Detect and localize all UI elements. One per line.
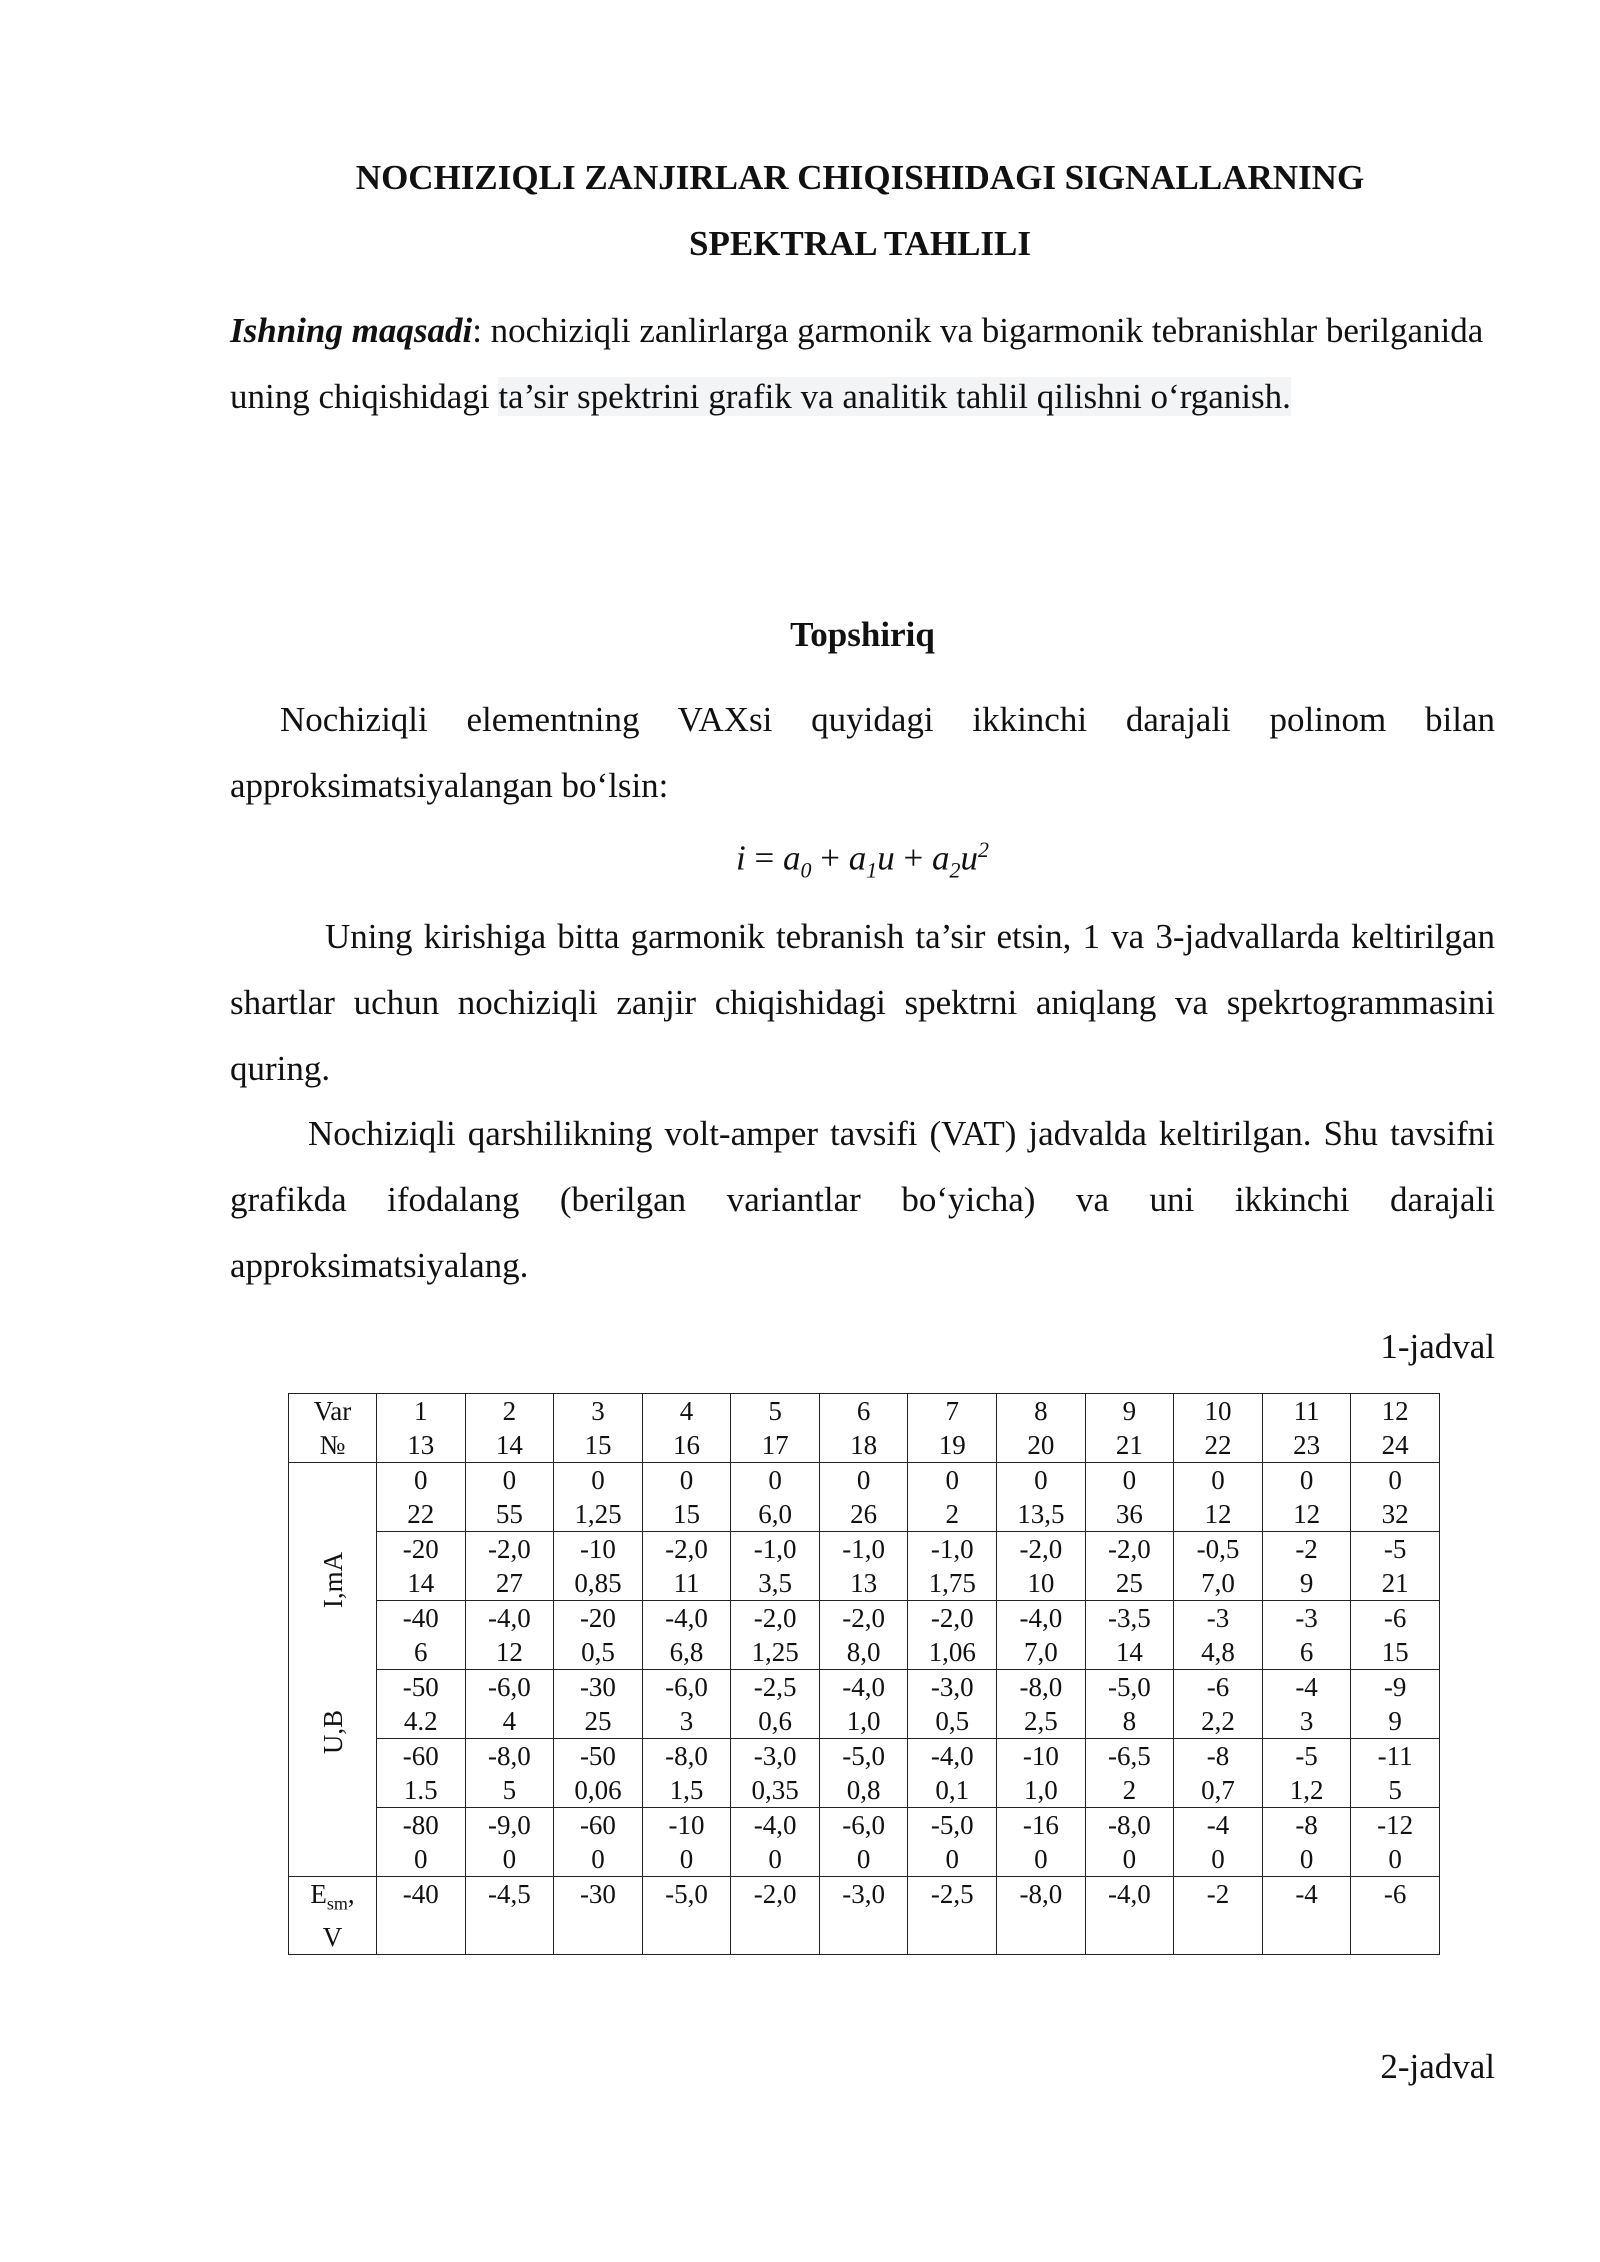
table-cell-line: 7 [945, 1396, 959, 1426]
variant-header-cell [997, 1394, 1086, 1463]
table-cell [731, 1808, 820, 1877]
table-cell [1085, 1601, 1174, 1670]
table-cell-line: 0,5 [581, 1637, 615, 1667]
table-cell-line: -4,0 [487, 1603, 531, 1633]
table-cell-line: 7,0 [1023, 1637, 1058, 1667]
table-cell-line: 0,85 [574, 1568, 622, 1598]
table-cell [908, 1463, 997, 1532]
esm-cell: -2,5 [908, 1877, 997, 1955]
table-cell-line: № [319, 1430, 346, 1460]
table-cell-line: 0 [1122, 1465, 1137, 1495]
variant-header-cell [377, 1394, 466, 1463]
table-cell-line: -5 [1295, 1741, 1318, 1771]
table-cell [554, 1670, 643, 1739]
table-cell-line: 13 [850, 1568, 878, 1598]
table-row [289, 1808, 1440, 1877]
variant-header-cell [1262, 1394, 1351, 1463]
purpose-paragraph [230, 298, 1495, 430]
table-cell-line: -4,0 [753, 1810, 797, 1840]
table-cell-line: -5,0 [842, 1741, 886, 1771]
table-cell-line: 0 [945, 1465, 959, 1495]
table-cell-line: -30 [579, 1672, 616, 1702]
table-row [289, 1739, 1440, 1808]
voltage-axis-label: U,B [317, 1709, 348, 1755]
table-cell [908, 1601, 997, 1670]
table-cell-line: 2 [502, 1396, 517, 1426]
paragraph-vat: Nochiziqli qarshilikning volt-amper tavsifi (VAT) jadvalda keltirilgan. Shu tavsifni grafikda ifodalang (berilgan variantlar bo‘yicha) va uni ikkinchi darajali approksimatsiyalang. [230, 1114, 1495, 1285]
table-cell [1085, 1670, 1174, 1739]
table-cell-line: 11 [1293, 1396, 1320, 1426]
table-cell-line: 9 [1122, 1396, 1137, 1426]
table-cell-line: -4,0 [1019, 1603, 1063, 1633]
table-cell-line: -50 [579, 1741, 616, 1771]
table-cell-line: 0 [1211, 1465, 1225, 1495]
table-cell-line: 15 [1381, 1637, 1409, 1667]
table-cell-line: 0 [1034, 1465, 1048, 1495]
variant-header-cell [819, 1394, 908, 1463]
table-cell [465, 1670, 554, 1739]
table-cell [465, 1463, 554, 1532]
table-cell-line: 20 [1027, 1430, 1055, 1460]
table-cell [731, 1601, 820, 1670]
table-cell-line: -6 [1206, 1672, 1230, 1702]
table-cell-line: 19 [938, 1430, 966, 1460]
table-cell-line: -4 [1206, 1810, 1230, 1840]
table-cell-line: 21 [1115, 1430, 1143, 1460]
table-cell-line: 55 [495, 1499, 523, 1529]
variant-header-cell [1085, 1394, 1174, 1463]
table-cell-line: -11 [1377, 1741, 1413, 1771]
table-cell-line: 14 [1115, 1637, 1143, 1667]
table-cell-line: -3,5 [1108, 1603, 1151, 1633]
table-cell [731, 1670, 820, 1739]
table-cell-line: 1,25 [574, 1499, 622, 1529]
table-cell [1351, 1739, 1440, 1808]
table-cell [465, 1808, 554, 1877]
table-cell-line: -6,0 [487, 1672, 531, 1702]
table-cell-line: 0 [679, 1844, 694, 1874]
table-cell-line: 13 [407, 1430, 435, 1460]
table-cell-line: 0,7 [1201, 1775, 1235, 1805]
table-cell-line: 22 [1204, 1430, 1232, 1460]
table-cell-line: 7,0 [1201, 1568, 1235, 1598]
table-cell-line: -2,0 [1019, 1534, 1063, 1564]
table-cell-line: 24 [1381, 1430, 1409, 1460]
table-cell-line: 0 [768, 1844, 782, 1874]
table-row [289, 1463, 1440, 1532]
table-cell-line: -3,0 [753, 1741, 797, 1771]
table-cell-line: -60 [579, 1810, 616, 1840]
table-cell-line: -9,0 [487, 1810, 531, 1840]
table-cell-line: 23 [1293, 1430, 1321, 1460]
table-cell-line: 6,0 [758, 1499, 792, 1529]
table-cell-line: 1,25 [751, 1637, 799, 1667]
table-cell-line: -4,0 [930, 1741, 974, 1771]
esm-cell: -40 [377, 1877, 466, 1955]
table-cell-line: -2,0 [665, 1534, 708, 1564]
variant-header-cell [642, 1394, 731, 1463]
table-cell-line: 6 [856, 1396, 871, 1426]
table-cell-line: 0 [591, 1465, 605, 1495]
esm-cell: -4,5 [465, 1877, 554, 1955]
table-cell [908, 1739, 997, 1808]
table-cell [1174, 1739, 1263, 1808]
table-cell-line: -1,0 [930, 1534, 974, 1564]
polynomial-formula: $i = a_0 + a_1u + a_2u^2$ [736, 837, 989, 883]
table-cell-line: -8,0 [665, 1741, 708, 1771]
table-cell-line: -2,0 [487, 1534, 531, 1564]
table-cell-line: 8 [1122, 1706, 1137, 1736]
table-cell [997, 1532, 1086, 1601]
table-cell [819, 1463, 908, 1532]
table-cell [1085, 1463, 1174, 1532]
table-cell [1262, 1532, 1351, 1601]
paragraph-vax: Nochiziqli elementning VAXsi quyidagi ikkinchi darajali polinom bilan approksimatsiyalangan bo‘lsin: [230, 700, 1495, 805]
table-cell-line: 12 [495, 1637, 523, 1667]
table-cell-line: 4 [502, 1706, 517, 1736]
table-row [289, 1532, 1440, 1601]
table-cell-line: 1,0 [1023, 1775, 1058, 1805]
vat-table [288, 1393, 1440, 1955]
side-label-cell [289, 1463, 377, 1877]
table-cell-line: 22 [407, 1499, 435, 1529]
table-cell-line: 9 [1388, 1706, 1402, 1736]
esm-cell: -30 [554, 1877, 643, 1955]
table-cell-line: 0 [1299, 1844, 1314, 1874]
table-cell-line: 0 [1034, 1844, 1048, 1874]
table-cell [1262, 1463, 1351, 1532]
table-cell-line: 0,35 [751, 1775, 799, 1805]
table-cell-line: 0 [1388, 1844, 1402, 1874]
table-cell [1262, 1808, 1351, 1877]
table-cell-line: -4,0 [665, 1603, 708, 1633]
table-cell-line: -12 [1377, 1810, 1414, 1840]
table-cell-line: 0 [414, 1844, 428, 1874]
document-title [230, 145, 1490, 277]
purpose-text-a: : nochiziqli zanlirlarga garmonik va bigarmonik tebranishlar berilganida uning chiqishidagi [230, 311, 1484, 416]
table-cell [997, 1670, 1086, 1739]
table-cell-line: 10 [1204, 1396, 1232, 1426]
table-cell-line: 1,75 [928, 1568, 976, 1598]
table-cell-line: 25 [1115, 1568, 1143, 1598]
table-cell-line: 13,5 [1017, 1499, 1065, 1529]
table-cell [377, 1532, 466, 1601]
table-cell-line: -2,0 [842, 1603, 886, 1633]
variant-header-cell [465, 1394, 554, 1463]
esm-cell: -2,0 [731, 1877, 820, 1955]
task-heading: Topshiriq [790, 615, 935, 654]
table-cell-line: 0 [1299, 1465, 1314, 1495]
purpose-label: Ishning maqsadi [230, 311, 473, 350]
table-cell [554, 1739, 643, 1808]
table-cell [1351, 1463, 1440, 1532]
table-cell-line: -80 [402, 1810, 439, 1840]
table-cell-line: -8,0 [1108, 1810, 1151, 1840]
table-cell [1351, 1670, 1440, 1739]
table-cell-line: 36 [1115, 1499, 1143, 1529]
table-cell [554, 1808, 643, 1877]
variant-header-cell [731, 1394, 820, 1463]
table-cell-line: 9 [1299, 1568, 1314, 1598]
table-cell-line: 0 [1388, 1465, 1402, 1495]
table-cell-line: 1,2 [1289, 1775, 1324, 1805]
table-cell-line: -1,0 [753, 1534, 797, 1564]
table-cell-line: 16 [673, 1430, 701, 1460]
table-cell [819, 1808, 908, 1877]
table-cell-line: 5 [768, 1396, 782, 1426]
table-cell [819, 1532, 908, 1601]
esm-cell: -6 [1351, 1877, 1440, 1955]
table-cell-line: -4 [1295, 1672, 1318, 1702]
table-cell [377, 1670, 466, 1739]
table-cell-line: -6,0 [665, 1672, 708, 1702]
table-cell-line: 0 [502, 1844, 517, 1874]
table-cell [1351, 1601, 1440, 1670]
table-cell-line: -5 [1383, 1534, 1407, 1564]
table-cell-line: -5,0 [1108, 1672, 1151, 1702]
table-cell-line: -4,0 [842, 1672, 886, 1702]
table-cell-line: 0 [856, 1844, 871, 1874]
table-cell [377, 1601, 466, 1670]
table-cell [1174, 1532, 1263, 1601]
table-cell [997, 1808, 1086, 1877]
table-cell-line: 6 [414, 1637, 428, 1667]
table-cell-line: -6,0 [842, 1810, 886, 1840]
table-cell-line: -6 [1383, 1603, 1407, 1633]
table-cell-line: 0 [1211, 1844, 1225, 1874]
table-cell-line: 26 [850, 1499, 878, 1529]
table-cell-line: -20 [579, 1603, 616, 1633]
table-cell-line: 0 [768, 1465, 782, 1495]
table-cell [997, 1463, 1086, 1532]
table-cell-line: -2,5 [753, 1672, 797, 1702]
table-cell-line: 0 [502, 1465, 517, 1495]
current-axis-label: I,mA [317, 1551, 348, 1609]
variant-header-cell [1351, 1394, 1440, 1463]
table-cell-line: -8 [1295, 1810, 1318, 1840]
table-cell-line: 6 [1299, 1637, 1314, 1667]
var-label-cell [289, 1394, 377, 1463]
table-cell-line: -8,0 [487, 1741, 531, 1771]
table-cell-line: -50 [402, 1672, 439, 1702]
esm-cell: -3,0 [819, 1877, 908, 1955]
table-cell [642, 1463, 731, 1532]
table-cell [731, 1739, 820, 1808]
table-cell-line: -8,0 [1019, 1672, 1063, 1702]
table-cell [1262, 1601, 1351, 1670]
table-cell-line: -2,0 [930, 1603, 974, 1633]
table-cell [377, 1808, 466, 1877]
table-cell-line: 0,6 [758, 1706, 792, 1736]
table-cell [908, 1670, 997, 1739]
table-cell-line: -3,0 [930, 1672, 974, 1702]
table-cell [819, 1670, 908, 1739]
table-cell-line: 3 [1299, 1706, 1314, 1736]
table-cell [1351, 1532, 1440, 1601]
table-cell [1174, 1463, 1263, 1532]
table-cell-line: 0 [679, 1465, 694, 1495]
table-cell [997, 1739, 1086, 1808]
esm-cell: -4,0 [1085, 1877, 1174, 1955]
table-cell-line: Var [313, 1396, 352, 1426]
table-cell-line: 2 [1122, 1775, 1137, 1805]
table-cell [465, 1532, 554, 1601]
esm-cell: -2 [1174, 1877, 1263, 1955]
table-cell-line: -5,0 [930, 1810, 974, 1840]
paragraph-harmonic: Uning kirishiga bitta garmonik tebranish ta’sir etsin, 1 va 3-jadvallarda keltirilgan shartlar uchun nochiziqli zanjir chiqishidagi spektrni aniqlang va spekrtogrammasini quring. [230, 917, 1495, 1088]
table-cell-line: 2 [945, 1499, 959, 1529]
table-cell [642, 1670, 731, 1739]
table-cell-line: 1,0 [846, 1706, 881, 1736]
table-row [289, 1670, 1440, 1739]
table-cell [1262, 1670, 1351, 1739]
table-cell-line: -9 [1383, 1672, 1407, 1702]
table-cell [554, 1532, 643, 1601]
table-cell-line: 0 [856, 1465, 871, 1495]
table-cell-line: 4.2 [403, 1706, 438, 1736]
title-line-2: SPEKTRAL TAHLILI [688, 224, 1032, 263]
table-1-caption: 1-jadval [1380, 1327, 1495, 1366]
table-cell-line: 17 [761, 1430, 789, 1460]
table-cell-line: 15 [673, 1499, 701, 1529]
purpose-text-b: ta’sir spektrini grafik va analitik tahlil qilishni o‘rganish. [498, 377, 1291, 416]
table-cell-line: 15 [584, 1430, 612, 1460]
table-cell-line: -40 [402, 1603, 439, 1633]
table-cell-line: 21 [1381, 1568, 1409, 1598]
table-cell-line: 0 [414, 1465, 428, 1495]
table-cell [908, 1532, 997, 1601]
table-cell [1174, 1601, 1263, 1670]
table-cell-line: 0 [1122, 1844, 1137, 1874]
table-row [289, 1601, 1440, 1670]
table-cell [819, 1601, 908, 1670]
table-cell-line: -8 [1206, 1741, 1230, 1771]
table-cell-line: 12 [1293, 1499, 1321, 1529]
title-line-1: NOCHIZIQLI ZANJIRLAR CHIQISHIDAGI SIGNALLARNING [355, 158, 1365, 197]
table-cell [1174, 1808, 1263, 1877]
table-cell-line: 0,8 [846, 1775, 881, 1805]
table-cell [997, 1601, 1086, 1670]
table-cell [819, 1739, 908, 1808]
table-cell-line: 27 [495, 1568, 523, 1598]
variant-header-cell [908, 1394, 997, 1463]
table-cell-line: 0 [591, 1844, 605, 1874]
table-cell-line: 14 [407, 1568, 435, 1598]
esm-cell: -5,0 [642, 1877, 731, 1955]
table-cell-line: 18 [850, 1430, 878, 1460]
table-cell-line: 1,5 [669, 1775, 704, 1805]
table-cell-line: 12 [1381, 1396, 1409, 1426]
table-cell-line: -6,5 [1108, 1741, 1151, 1771]
table-cell [1174, 1670, 1263, 1739]
table-cell-line: 0,1 [935, 1775, 970, 1805]
table-cell-line: 6,8 [669, 1637, 704, 1667]
table-cell-line: 8,0 [846, 1637, 881, 1667]
table-cell [642, 1739, 731, 1808]
table-cell-line: 3 [679, 1706, 694, 1736]
esm-cell: -8,0 [997, 1877, 1086, 1955]
table-cell [554, 1601, 643, 1670]
table-cell [554, 1463, 643, 1532]
table-cell [642, 1601, 731, 1670]
table-cell-line: -1,0 [842, 1534, 886, 1564]
esm-cell: -4 [1262, 1877, 1351, 1955]
table-cell [1351, 1808, 1440, 1877]
table-cell-line: 3,5 [758, 1568, 792, 1598]
esm-label-cell: $E_{sm}$, V [289, 1877, 377, 1955]
table-cell-line: 2,5 [1023, 1706, 1058, 1736]
table-2-caption: 2-jadval [1380, 2047, 1495, 2086]
table-cell [731, 1532, 820, 1601]
table-cell [1262, 1739, 1351, 1808]
table-cell-line: -60 [402, 1741, 439, 1771]
table-cell [1085, 1739, 1174, 1808]
table-cell-line: 0,5 [935, 1706, 970, 1736]
table-cell-line: 8 [1034, 1396, 1048, 1426]
table-cell-line: -2,0 [753, 1603, 797, 1633]
table-cell [731, 1463, 820, 1532]
table-cell-line: 0 [945, 1844, 959, 1874]
table-cell-line: 1.5 [403, 1775, 438, 1805]
table-cell-line: 1,06 [928, 1637, 976, 1667]
table-cell-line: 10 [1027, 1568, 1055, 1598]
table-cell-line: 12 [1204, 1499, 1232, 1529]
table-cell-line: -10 [1022, 1741, 1059, 1771]
table-cell-line: 2,2 [1201, 1706, 1235, 1736]
table-cell-line: -10 [668, 1810, 705, 1840]
table-cell-line: 5 [1388, 1775, 1402, 1805]
table-cell-line: 4,8 [1201, 1637, 1235, 1667]
table-cell-line: 25 [584, 1706, 612, 1736]
table-cell-line: -20 [402, 1534, 439, 1564]
table-cell-line: 1 [414, 1396, 428, 1426]
table-cell [377, 1463, 466, 1532]
table-cell [642, 1532, 731, 1601]
table-cell-line: -3 [1295, 1603, 1318, 1633]
table-header-row [289, 1394, 1440, 1463]
table-cell-line: 0,06 [574, 1775, 622, 1805]
esm-row [289, 1877, 1440, 1955]
table-cell-line: 32 [1381, 1499, 1409, 1529]
table-cell [1085, 1808, 1174, 1877]
table-cell [465, 1601, 554, 1670]
variant-header-cell [1174, 1394, 1263, 1463]
variant-header-cell [554, 1394, 643, 1463]
table-cell-line: -0,5 [1196, 1534, 1240, 1564]
table-cell-line: -2,0 [1108, 1534, 1151, 1564]
table-cell-line: -16 [1022, 1810, 1059, 1840]
table-cell-line: 5 [502, 1775, 517, 1805]
table-cell [908, 1808, 997, 1877]
table-cell-line: 3 [591, 1396, 605, 1426]
table-cell-line: -3 [1206, 1603, 1230, 1633]
table-cell-line: 14 [495, 1430, 523, 1460]
table-cell [377, 1739, 466, 1808]
table-cell-line: 4 [679, 1396, 694, 1426]
table-cell-line: 11 [673, 1568, 700, 1598]
table-cell [465, 1739, 554, 1808]
table-cell [642, 1808, 731, 1877]
table-cell [1085, 1532, 1174, 1601]
table-cell-line: -10 [579, 1534, 616, 1564]
table-cell-line: -2 [1295, 1534, 1318, 1564]
